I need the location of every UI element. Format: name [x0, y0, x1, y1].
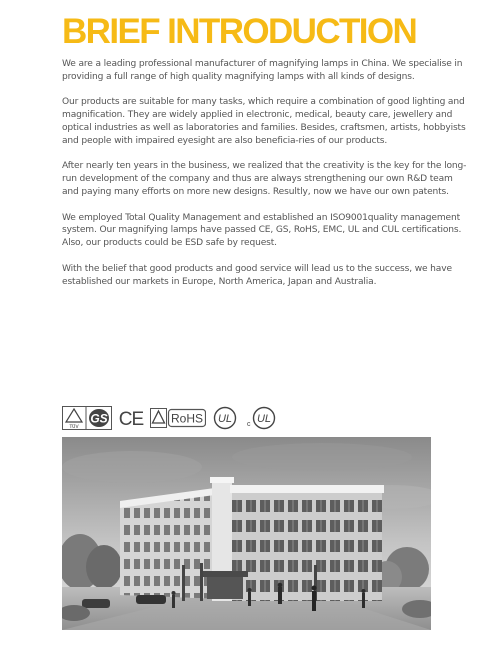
ce-label: CE — [118, 409, 144, 430]
intro-text — [62, 58, 472, 301]
cul-c-label: c — [247, 421, 251, 428]
cul-ul-label: UL — [256, 413, 272, 425]
ul-label: UL — [217, 413, 233, 425]
tuv-gs-logo — [62, 406, 112, 430]
paragraph-innovation: After nearly ten years in the business, we realized that the creativity is the key for the long-run development of the company and thus are always strengthening our own R&D team and paying many efforts on more new designs. Resultly, now we have our own patents. — [62, 161, 467, 197]
tuv-label: TÜV — [69, 425, 79, 430]
gs-label: GS — [90, 411, 108, 426]
paragraph-company: We are a leading professional manufacturer of magnifying lamps in China. We specialise in providing a full range of high quality magnifying lamps with all kinds of designs. — [62, 59, 463, 82]
paragraph-applications: Our products are suitable for many tasks, which require a combination of good lighting and magnification. They are widely applied in electronic, medical, beauty care, jewellery and optical industries as well as laboratories and families. Besides, craftsmen, artists, hobbyists and people with impaired eyesight are also beneficia-ries of our products. — [62, 97, 466, 146]
rohs-logo — [150, 406, 206, 430]
cul-logo — [244, 406, 278, 430]
rohs-label: RoHS — [170, 411, 204, 426]
ul-logo — [212, 406, 238, 430]
company-building-photo — [62, 437, 431, 630]
paragraph-quality: We employed Total Quality Management and established an ISO9001quality management system. Our magnifying lamps have passed CE, GS, RoHS, EMC, UL and CUL certifications. Also, our products could be ESD safe by request. — [62, 212, 462, 249]
ce-logo — [118, 406, 144, 430]
paragraph-markets: With the belief that good products and good service will lead us to the success, we have established our markets in Europe, North America, Japan and Australia. — [62, 263, 452, 287]
certification-logos — [62, 404, 284, 432]
page-title: BRIEF INTRODUCTION — [62, 12, 417, 51]
